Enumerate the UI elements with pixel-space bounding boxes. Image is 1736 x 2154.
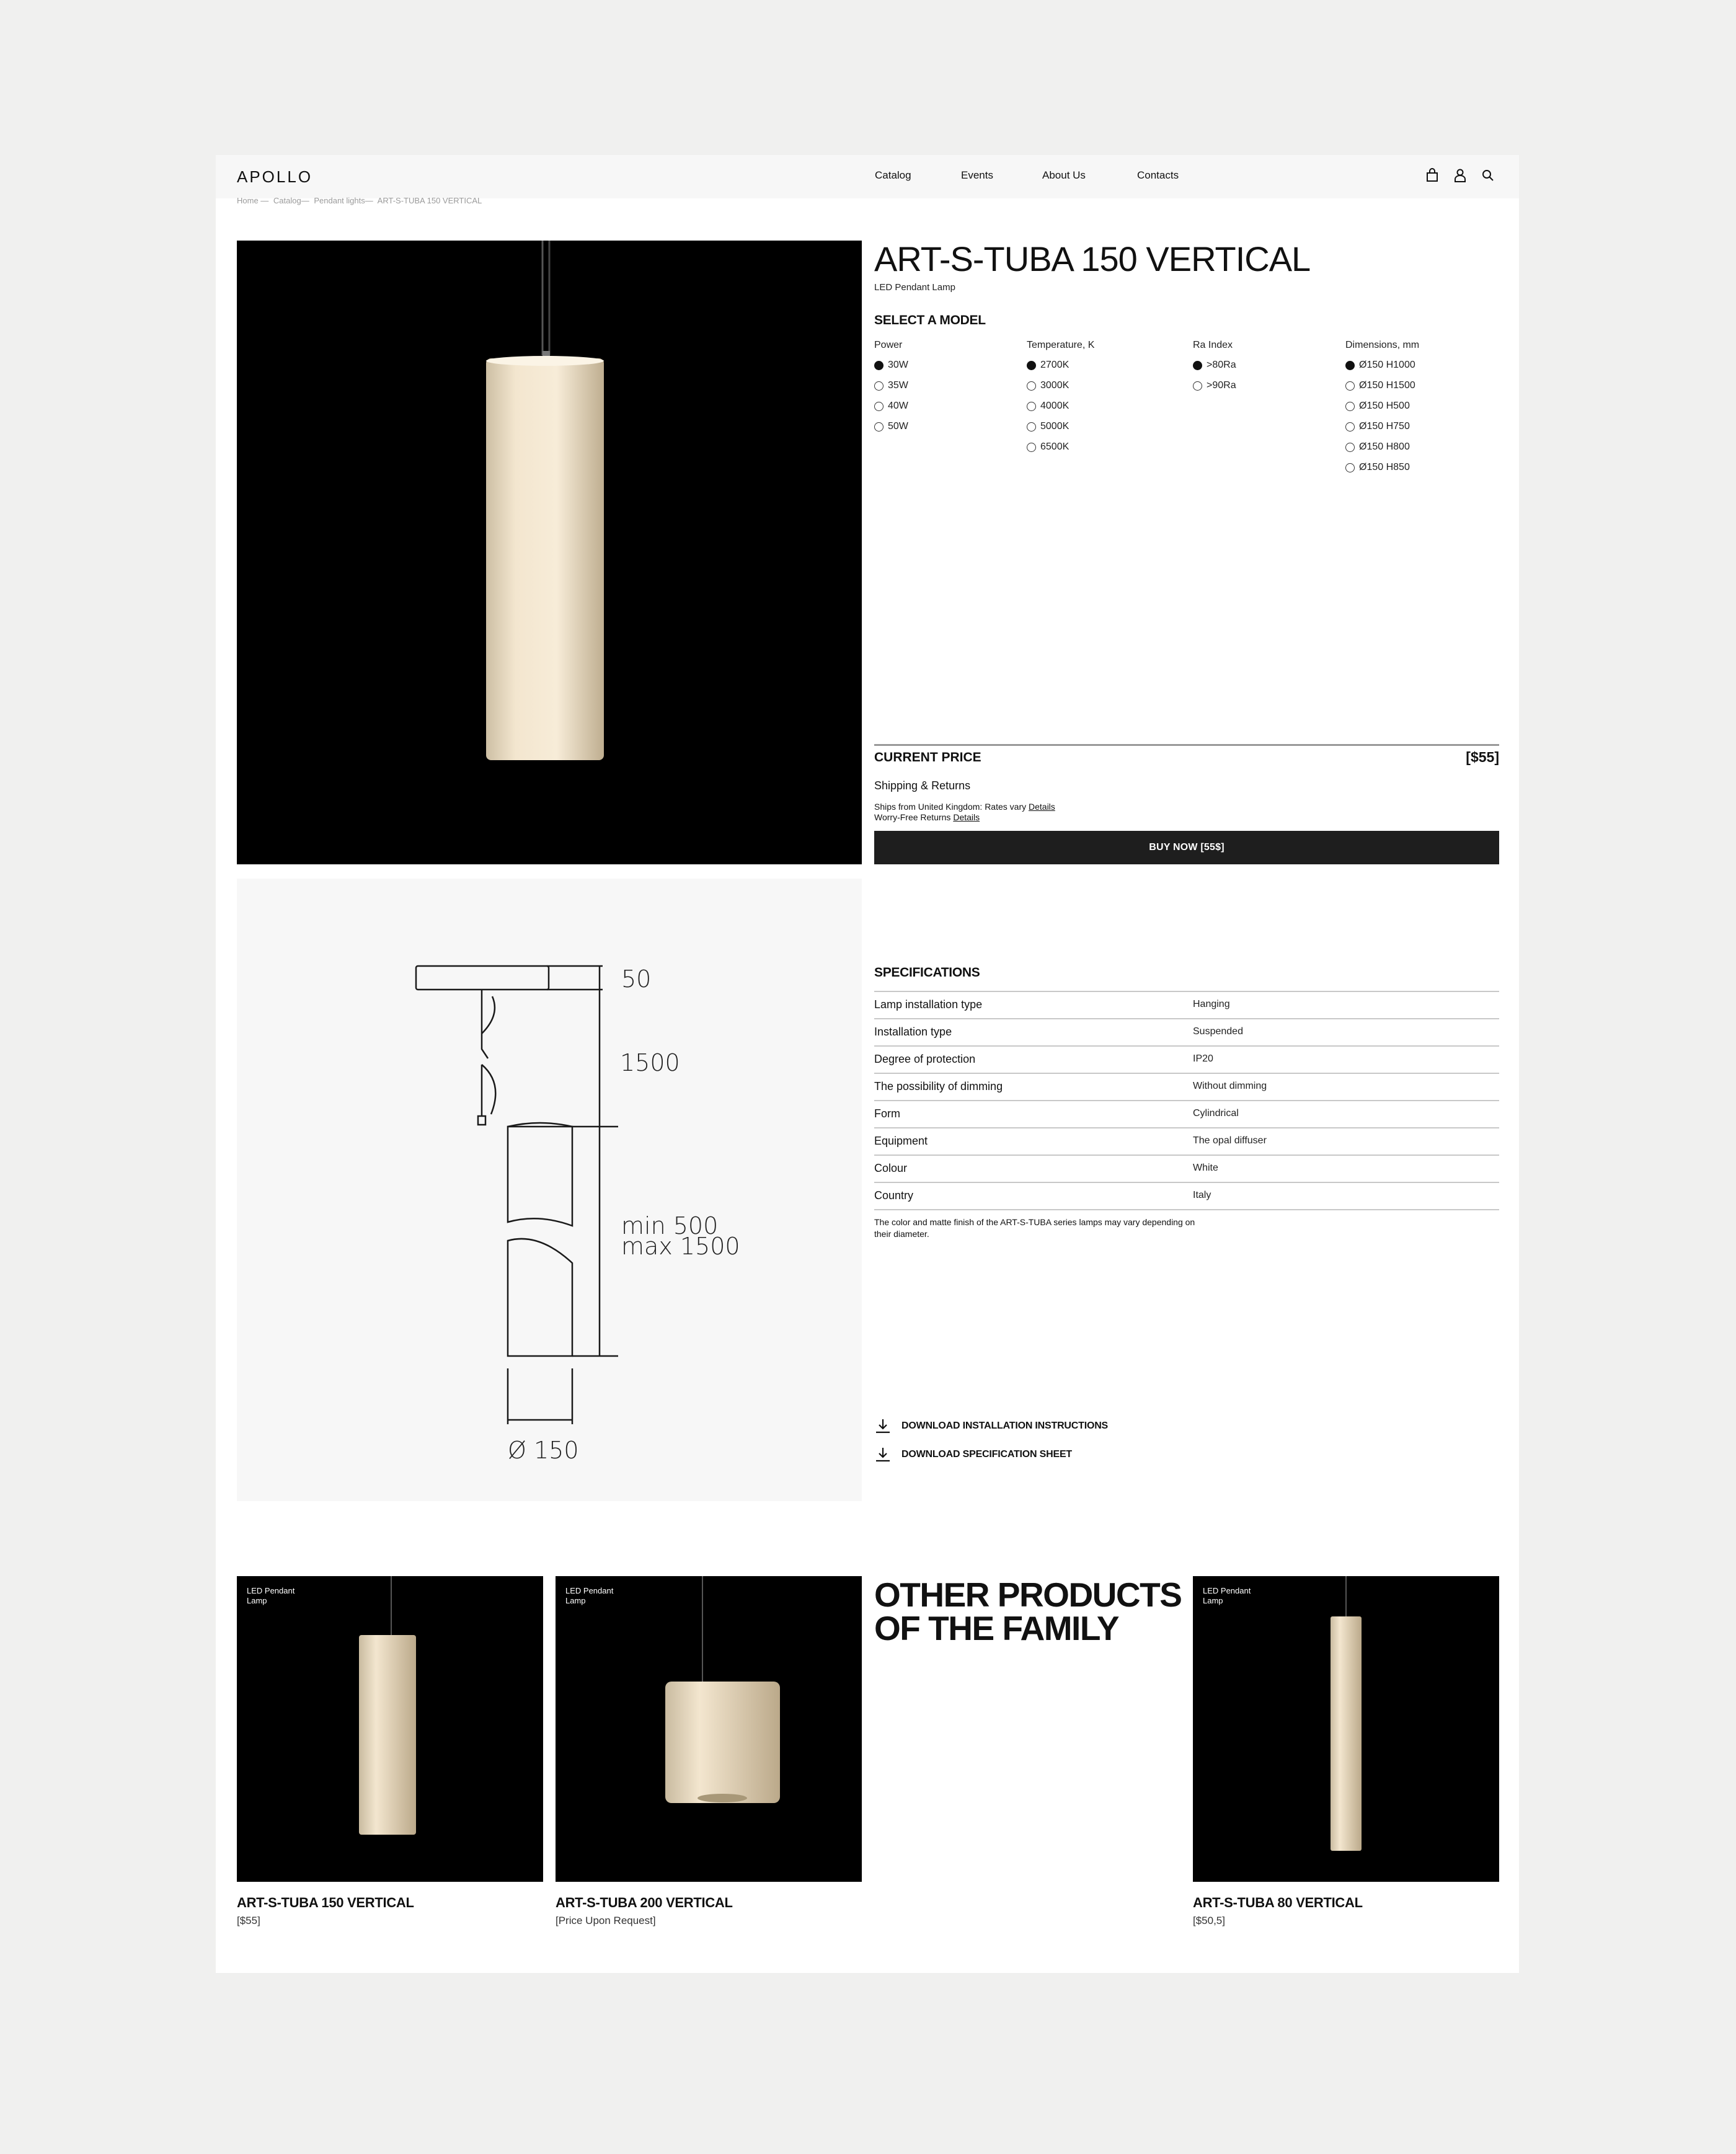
dim-diameter-label: Ø 150 (508, 1437, 579, 1464)
site-header (216, 155, 1519, 198)
radio-selected-icon[interactable] (1193, 361, 1202, 370)
temperature-option[interactable]: 6500K (1027, 441, 1069, 453)
family-section-title: OTHER PRODUCTS OF THE FAMILY (874, 1576, 1182, 1647)
download-icon (874, 1418, 892, 1434)
radio-icon[interactable] (1345, 463, 1355, 472)
product-page (216, 155, 1519, 1973)
dimension-option[interactable]: Ø150 H1000 (1345, 360, 1415, 371)
power-option[interactable]: 50W (874, 421, 908, 432)
dimension-drawing (237, 879, 862, 1501)
card-name[interactable]: ART-S-TUBA 150 VERTICAL (237, 1895, 414, 1910)
radio-icon[interactable] (1345, 443, 1355, 452)
specifications-title: SPECIFICATIONS (874, 965, 980, 980)
card-price: [$50,5] (1193, 1915, 1225, 1926)
product-subtitle: LED Pendant Lamp (874, 282, 955, 293)
temperature-option[interactable]: 2700K (1027, 360, 1069, 371)
download-icon (874, 1447, 892, 1463)
radio-icon[interactable] (1345, 381, 1355, 391)
spec-note: The color and matte finish of the ART-S-TUBA series lamps may vary depending on their diameter. (874, 1217, 1195, 1239)
technical-drawing (237, 879, 862, 1501)
card-price: [Price Upon Request] (556, 1915, 656, 1926)
shipping-details-link[interactable]: Details (1029, 802, 1055, 812)
radio-icon[interactable] (1027, 381, 1036, 391)
product-photo (237, 241, 862, 864)
breadcrumb-current: ART-S-TUBA 150 VERTICAL (377, 196, 482, 205)
breadcrumb-pendant-lights[interactable]: Pendant lights— (314, 196, 373, 205)
dimension-option[interactable]: Ø150 H1500 (1345, 380, 1415, 391)
dimension-option[interactable]: Ø150 H800 (1345, 441, 1410, 453)
radio-icon[interactable] (874, 402, 884, 411)
dimension-option[interactable]: Ø150 H850 (1345, 462, 1410, 473)
family-product-card[interactable] (237, 1576, 543, 1882)
dimension-option[interactable]: Ø150 H500 (1345, 401, 1410, 412)
temperature-option[interactable]: 5000K (1027, 421, 1069, 432)
returns-details-link[interactable]: Details (953, 812, 980, 822)
dim-top-label: 50 (621, 965, 652, 993)
download-spec-sheet-link[interactable]: DOWNLOAD SPECIFICATION SHEET (874, 1447, 1072, 1463)
card-name[interactable]: ART-S-TUBA 80 VERTICAL (1193, 1895, 1363, 1910)
spec-row: The possibility of dimming Without dimming (874, 1080, 1267, 1093)
power-label: Power (874, 340, 903, 350)
dimensions-label: Dimensions, mm (1345, 340, 1420, 350)
download-instructions-link[interactable]: DOWNLOAD INSTALLATION INSTRUCTIONS (874, 1418, 1108, 1434)
spec-row: Installation type Suspended (874, 1026, 1243, 1038)
lamp-image (1193, 1576, 1499, 1882)
radio-icon[interactable] (874, 422, 884, 432)
temperature-option[interactable]: 4000K (1027, 401, 1069, 412)
radio-selected-icon[interactable] (1027, 361, 1036, 370)
radio-icon[interactable] (1345, 422, 1355, 432)
ra-index-label: Ra Index (1193, 340, 1233, 350)
radio-icon[interactable] (874, 381, 884, 391)
spec-row: Equipment The opal diffuser (874, 1135, 1267, 1147)
user-icon[interactable] (1451, 167, 1469, 184)
radio-icon[interactable] (1027, 443, 1036, 452)
spec-row: Form Cylindrical (874, 1107, 1239, 1120)
lamp-image (556, 1576, 862, 1882)
nav-contacts[interactable]: Contacts (1137, 169, 1179, 181)
current-price-label: CURRENT PRICE (874, 750, 981, 765)
lamp-image (237, 1576, 543, 1882)
returns-info: Worry-Free Returns Details (874, 812, 980, 822)
power-option[interactable]: 35W (874, 380, 908, 391)
dim-body-min-label: min 500 (621, 1212, 719, 1239)
temperature-label: Temperature, K (1027, 340, 1095, 350)
radio-icon[interactable] (1027, 402, 1036, 411)
dimension-option[interactable]: Ø150 H750 (1345, 421, 1410, 432)
shipping-info: Ships from United Kingdom: Rates vary Details (874, 802, 1055, 812)
breadcrumb-catalog[interactable]: Catalog— (273, 196, 309, 205)
spec-row: Lamp installation type Hanging (874, 998, 1230, 1011)
nav-about-us[interactable]: About Us (1042, 169, 1086, 181)
radio-selected-icon[interactable] (874, 361, 884, 370)
ra-option[interactable]: >80Ra (1193, 360, 1236, 371)
family-product-card[interactable] (556, 1576, 862, 1882)
power-option[interactable]: 40W (874, 401, 908, 412)
spec-row: Country Italy (874, 1189, 1211, 1202)
lamp-image (237, 241, 862, 864)
breadcrumb-home[interactable]: Home — (237, 196, 269, 205)
card-tag: LED Pendant Lamp (565, 1586, 614, 1605)
spec-row: Degree of protection IP20 (874, 1053, 1213, 1065)
nav-events[interactable]: Events (961, 169, 993, 181)
select-model-title: SELECT A MODEL (874, 313, 986, 327)
family-product-card[interactable] (1193, 1576, 1499, 1882)
card-price: [$55] (237, 1915, 260, 1926)
dim-body-max-label: max 1500 (621, 1233, 740, 1260)
card-name[interactable]: ART-S-TUBA 200 VERTICAL (556, 1895, 733, 1910)
nav-catalog[interactable]: Catalog (875, 169, 911, 181)
radio-icon[interactable] (1027, 422, 1036, 432)
dim-cable-label: 1500 (620, 1049, 680, 1076)
logo[interactable]: APOLLO (237, 167, 313, 186)
search-icon[interactable] (1479, 167, 1497, 184)
price-divider (874, 744, 1499, 746)
radio-icon[interactable] (1345, 402, 1355, 411)
breadcrumb (237, 196, 484, 205)
spec-divider (874, 1209, 1499, 1210)
buy-now-button[interactable]: BUY NOW [55$] (874, 831, 1499, 864)
card-tag: LED Pendant Lamp (247, 1586, 295, 1605)
temperature-option[interactable]: 3000K (1027, 380, 1069, 391)
card-tag: LED Pendant Lamp (1203, 1586, 1251, 1605)
shipping-title: Shipping & Returns (874, 779, 971, 792)
bag-icon[interactable] (1424, 167, 1441, 184)
radio-selected-icon[interactable] (1345, 361, 1355, 370)
ra-option[interactable]: >90Ra (1193, 380, 1236, 391)
current-price-value: [$55] (1466, 749, 1499, 765)
power-option[interactable]: 30W (874, 360, 908, 371)
product-title: ART-S-TUBA 150 VERTICAL (874, 239, 1311, 278)
radio-icon[interactable] (1193, 381, 1202, 391)
spec-row: Colour White (874, 1162, 1218, 1174)
